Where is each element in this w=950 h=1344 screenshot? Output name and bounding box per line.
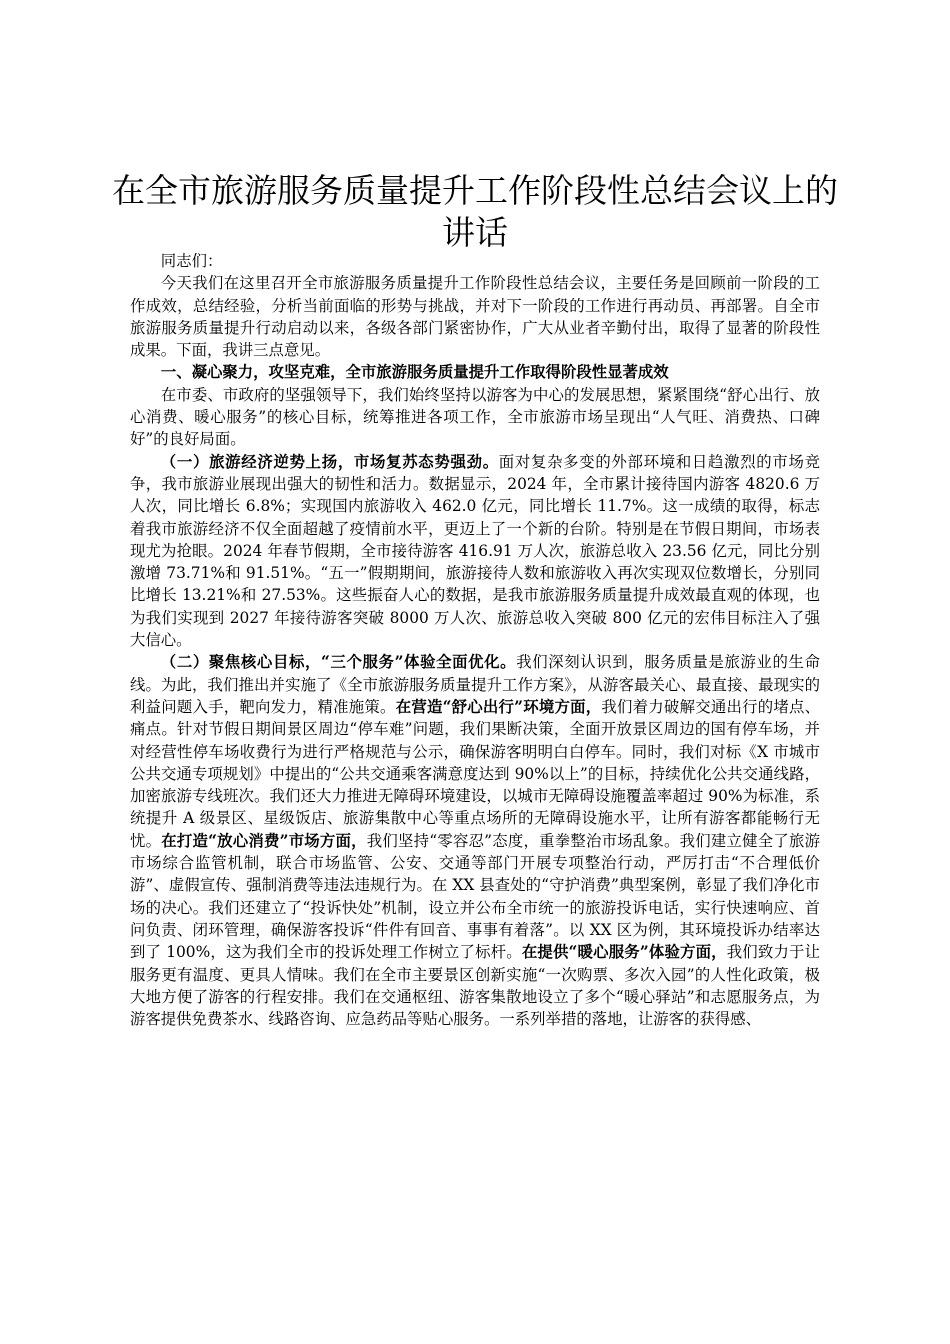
subsection-2-bold-b: 在打造“放心消费”市场方面， [161, 831, 367, 850]
document-body [130, 250, 820, 1030]
subsection-2-paragraph [130, 651, 820, 1030]
subsection-2-text-d: 我们致力于让服务更有温度、更具人情味。我们在全市主要景区创新实施“一次购票、多次入园”的人性化政策，极大地方便了游客的行程安排。我们在交通枢纽、游客集散地设立了多个“暖心驿站”和志愿服务点，为游客提供免费茶水、线路咨询、应急药品等贴心服务。一系列举措的落地，让游客的获得感、 [130, 943, 820, 1029]
subsection-2-text-a: 我们深刻认识到，服务质量是旅游业的生命线。为此，我们推出并实施了《全市旅游服务质量提升工作方案》，从游客最关心、最直接、最现实的利益问题入手，靶向发力，精准施策。 [130, 653, 820, 716]
salutation: 同志们： [160, 252, 223, 270]
document-title: 在全市旅游服务质量提升工作阶段性总结会议上的讲话 [112, 171, 838, 252]
subsection-2-heading: （二）聚焦核心目标，“三个服务”体验全面优化。 [160, 653, 517, 672]
subsection-1-text: 面对复杂多变的外部环境和日趋激烈的市场竞争，我市旅游业展现出强大的韧性和活力。数据显示，2024 年，全市累计接待国内游客 4820.6 万人次，同比增长 6.8%；实现国内旅游收入 462.0 亿元，同比增长 11.7%。这一成绩的取得，标志着我市旅游经济不仅全面超越了疫情前水平，更迈上了一个新的台阶。特别是在节假日期间，市场表现尤为抢眼。2024 年春节假期，全市接待游客 416.91 万人次，旅游总收入 23.56 亿元，同比分别激增 73.71%和 91.51%。“五一”假期期间，旅游接待人数和旅游收入再次实现双位数增长，分别同比增长 13.21%和 27.53%。这些振奋人心的数据，是我市旅游服务质量提升成效最直观的体现，也为我们实现到 2027 年接待游客突破 8000 万人次、旅游总收入突破 800 亿元的宏伟目标注入了强大信心。 [130, 452, 820, 650]
subsection-1-paragraph [130, 451, 820, 652]
subsection-2-bold-c: 在提供“暖心服务”体验方面， [521, 943, 727, 962]
subsection-2-bold-a: 在营造“舒心出行”环境方面， [395, 697, 602, 716]
subsection-2-text-b: 我们着力破解交通出行的堵点、痛点。针对节假日期间景区周边“停车难”问题，我们果断决策，全面开放景区周边的国有停车场，并对经营性停车场收费行为进行严格规范与公示，确保游客明明白白停车。同时，我们对标《X 市城市公共交通专项规划》中提出的“公共交通乘客满意度达到 90%以上”的目标，持续优化公共交通线路，加密旅游专线班次。我们还大力推进无障碍环境建设，以城市无障碍设施覆盖率超过 90%为标准，系统提升 A 级景区、星级饭店、旅游集散中心等重点场所的无障碍设施水平，让所有游客都能畅行无忧。 [130, 697, 820, 850]
intro-paragraph: 今天我们在这里召开全市旅游服务质量提升工作阶段性总结会议，主要任务是回顾前一阶段的工作成效，总结经验，分析当前面临的形势与挑战，并对下一阶段的工作进行再动员、再部署。自全市旅游服务质量提升行动启动以来，各级各部门紧密协作，广大从业者辛勤付出，取得了显著的阶段性成果。下面，我讲三点意见。 [130, 274, 820, 360]
section-1-paragraph: 在市委、市政府的坚强领导下，我们始终坚持以游客为中心的发展思想，紧紧围绕“舒心出行、放心消费、暖心服务”的核心目标，统筹推进各项工作，全市旅游市场呈现出“人气旺、消费热、口碑好”的良好局面。 [130, 385, 820, 449]
subsection-1-heading: （一）旅游经济逆势上扬，市场复苏态势强劲。 [160, 452, 499, 471]
section-1-heading: 一、凝心聚力，攻坚克难，全市旅游服务质量提升工作取得阶段性显著成效 [160, 363, 669, 382]
subsection-2-text-c: 我们坚持“零容忍”态度，重拳整治市场乱象。我们建立健全了旅游市场综合监管机制，联合市场监管、公安、交通等部门开展专项整治行动，严厉打击“不合理低价游”、虚假宣传、强制消费等违法违规行为。在 XX 县查处的“守护消费”典型案例，彰显了我们净化市场的决心。我们还建立了“投诉快处”机制，设立并公布全市统一的旅游投诉电话，实行快速响应、首问负责、闭环管理，确保游客投诉“件件有回音、事事有着落”。以 XX 区为例，其环境投诉办结率达到了 100%，这为我们全市的投诉处理工作树立了标杆。 [130, 831, 820, 962]
